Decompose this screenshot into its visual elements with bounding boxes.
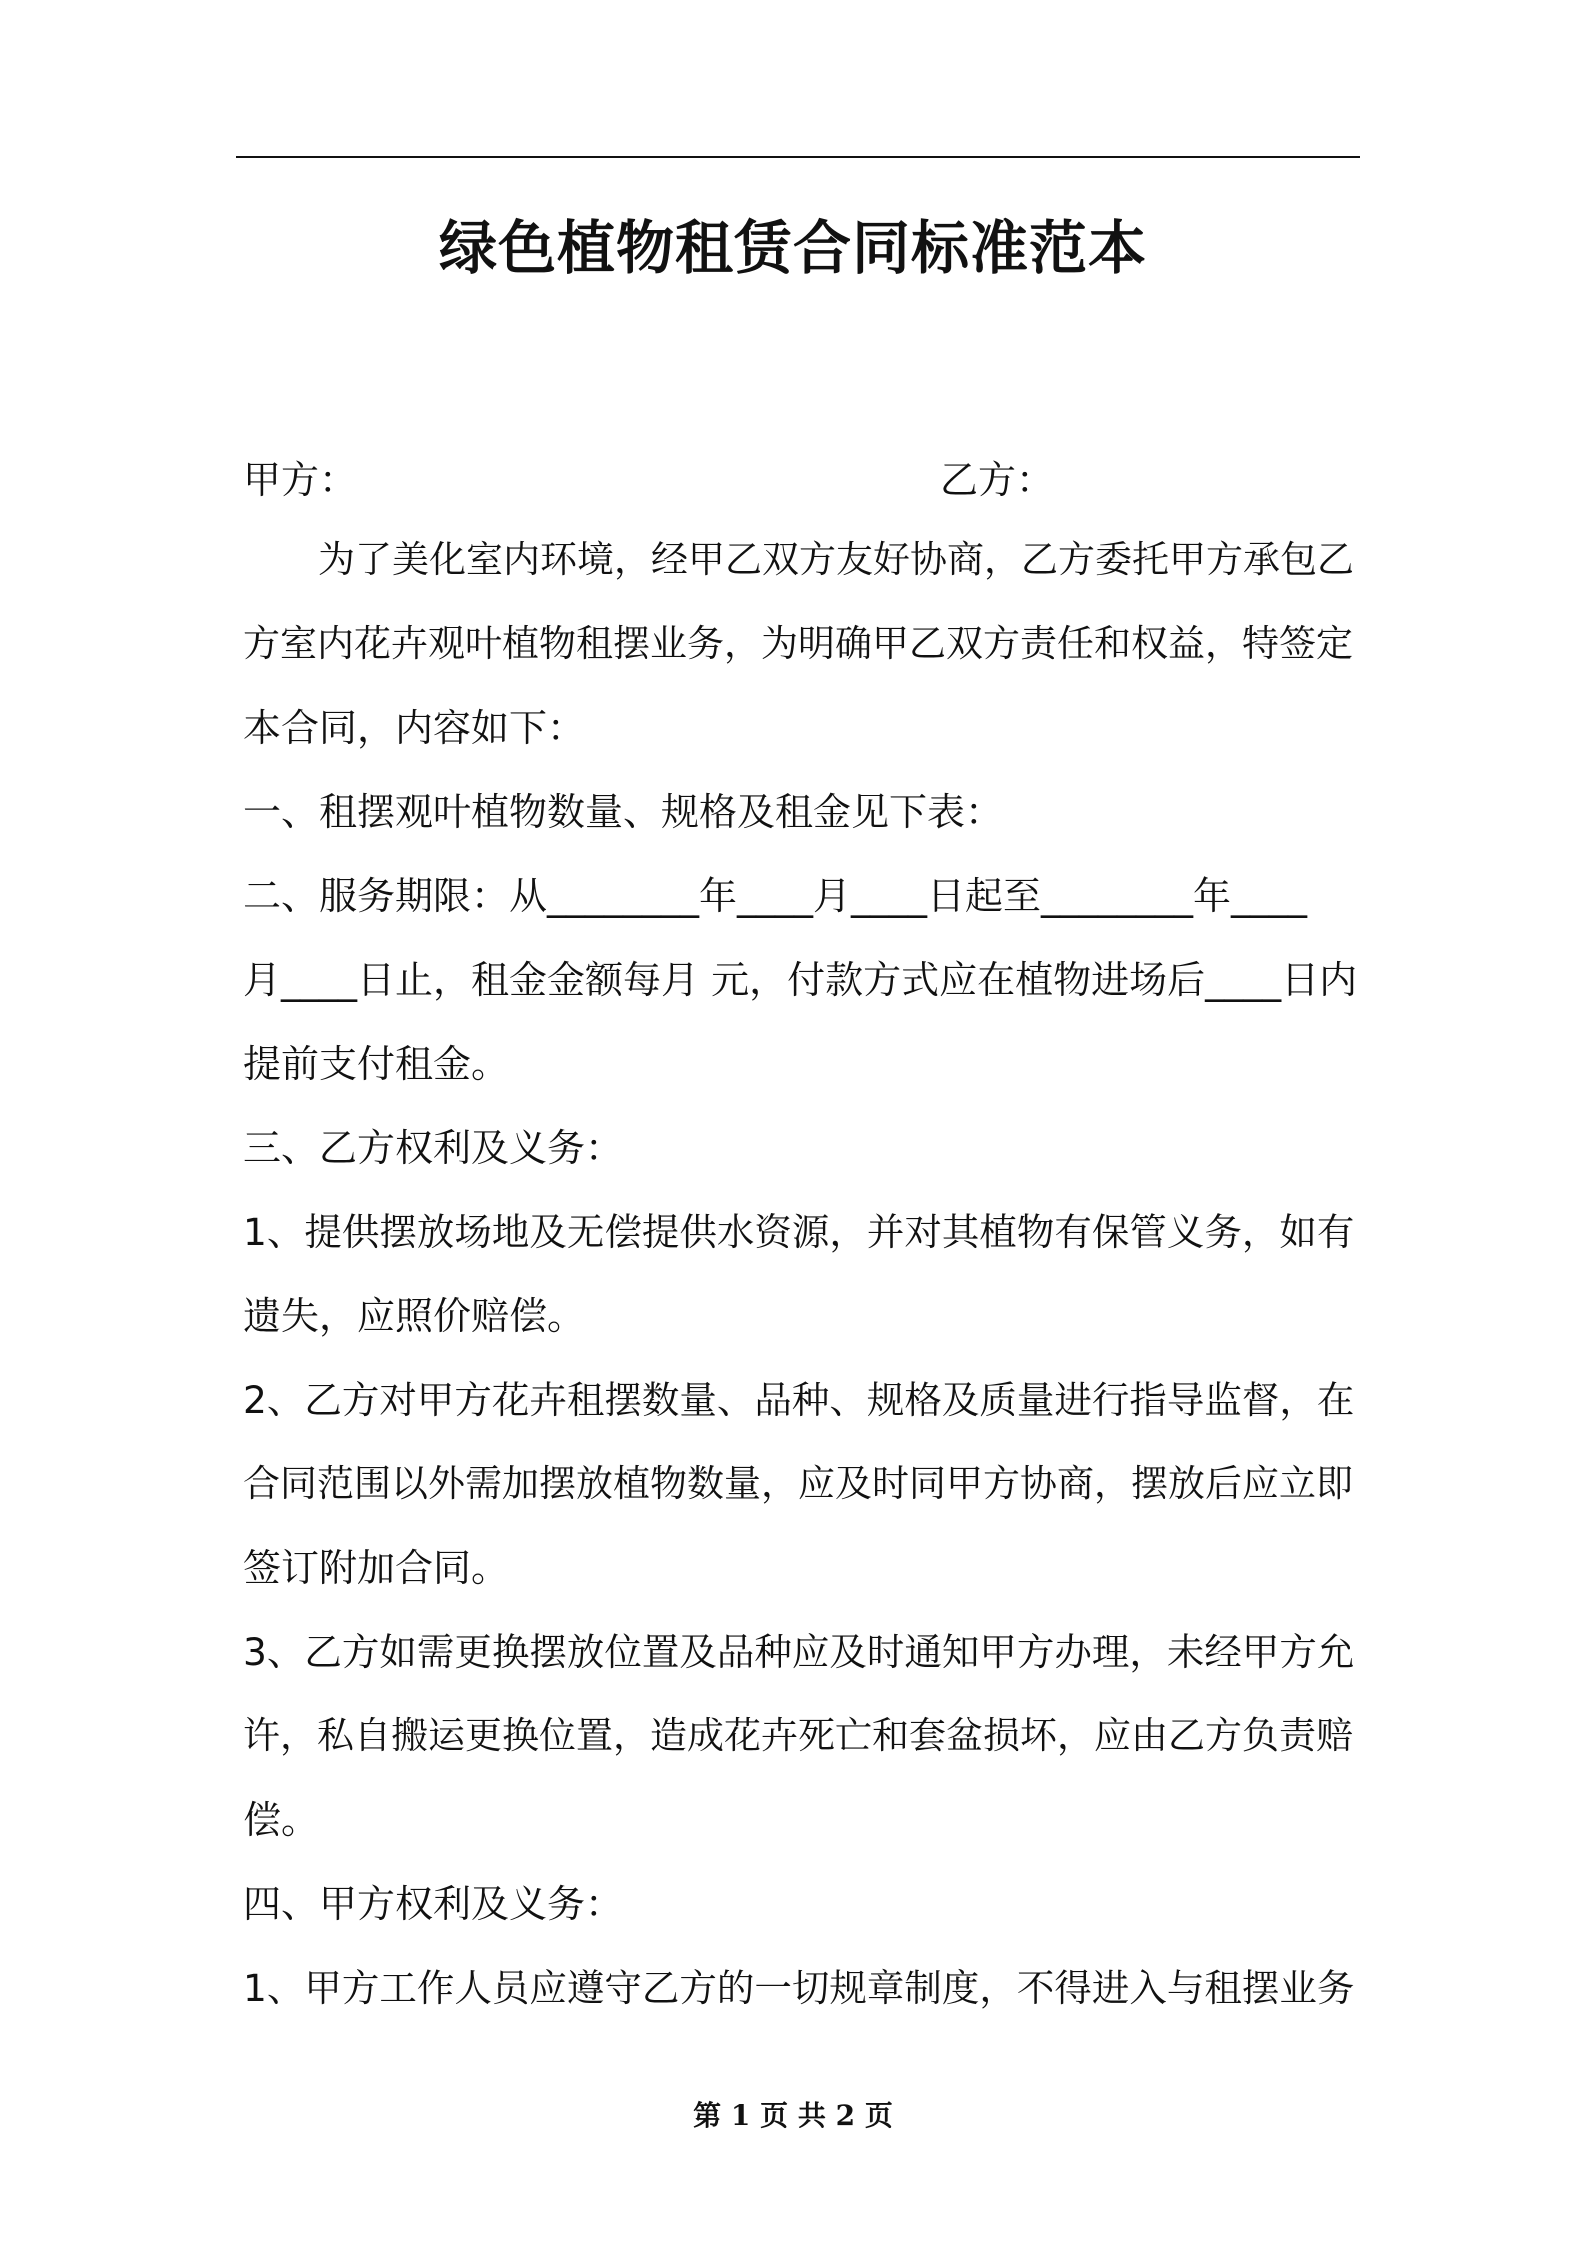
paragraph-line: 月____日止，租金金额每月 元，付款方式应在植物进场后____日内 xyxy=(243,958,1358,1002)
paragraph-line: 为了美化室内环境，经甲乙双方友好协商，乙方委托甲方承包乙 xyxy=(318,538,1354,581)
paragraph-line: 提前支付租金。 xyxy=(243,1042,510,1086)
paragraph-line: 二、服务期限：从________年____月____日起至________年____ xyxy=(243,874,1308,918)
paragraph-line: 1、甲方工作人员应遵守乙方的一切规章制度，不得进入与租摆业务 xyxy=(243,1966,1355,2010)
page-number: 第 1 页 共 2 页 xyxy=(693,2099,893,2132)
paragraph-line: 1、提供摆放场地及无偿提供水资源，并对其植物有保管义务，如有 xyxy=(243,1210,1355,1254)
paragraph-line: 3、乙方如需更换摆放位置及品种应及时通知甲方办理，未经甲方允 xyxy=(243,1630,1355,1674)
paragraph-line: 遗失，应照价赔偿。 xyxy=(243,1294,586,1338)
section-heading: 一、租摆观叶植物数量、规格及租金见下表： xyxy=(243,790,1004,834)
section-heading: 三、乙方权利及义务： xyxy=(243,1126,624,1170)
paragraph-line: 合同范围以外需加摆放植物数量，应及时同甲方协商，摆放后应立即 xyxy=(243,1462,1353,1505)
document-title: 绿色植物租赁合同标准范本 xyxy=(438,214,1147,282)
party-b-label: 乙方： xyxy=(940,458,1055,502)
paragraph-line: 许，私自搬运更换位置，造成花卉死亡和套盆损坏，应由乙方负责赔 xyxy=(243,1714,1353,1757)
paragraph-line: 签订附加合同。 xyxy=(243,1546,510,1590)
paragraph-line: 本合同，内容如下： xyxy=(243,706,586,750)
section-heading: 四、甲方权利及义务： xyxy=(243,1882,624,1926)
paragraph-line: 偿。 xyxy=(243,1798,320,1842)
header-rule xyxy=(236,156,1360,158)
paragraph-line: 方室内花卉观叶植物租摆业务，为明确甲乙双方责任和权益，特签定 xyxy=(243,622,1353,665)
party-a-label: 甲方： xyxy=(243,458,358,502)
paragraph-line: 2、乙方对甲方花卉租摆数量、品种、规格及质量进行指导监督，在 xyxy=(243,1378,1355,1422)
